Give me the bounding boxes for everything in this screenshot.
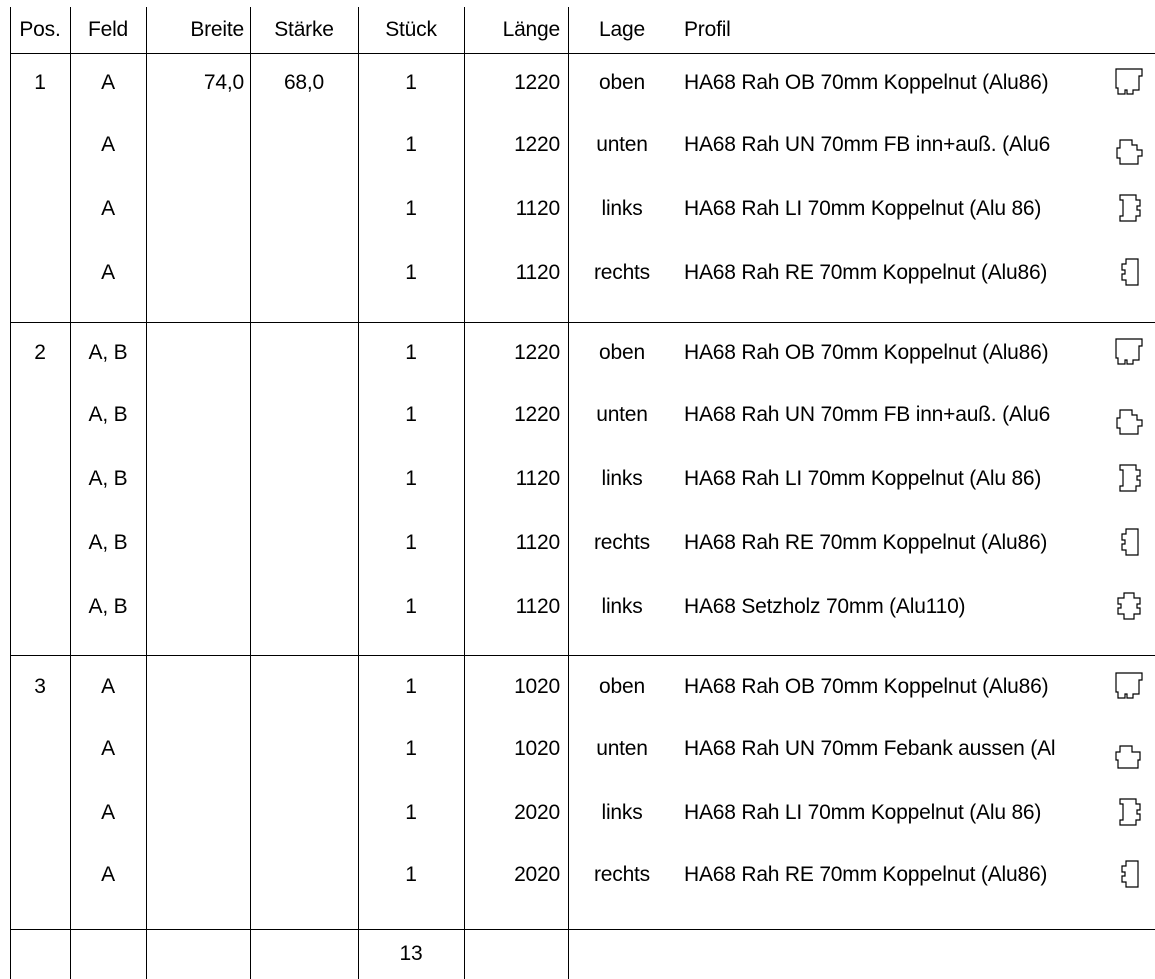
frame-left-profile-icon xyxy=(1112,192,1146,224)
frame-bottom-profile-icon xyxy=(1112,136,1146,168)
total-stueck: 13 xyxy=(399,942,423,965)
cell-lage: rechts xyxy=(594,863,650,886)
cell-profil: HA68 Rah LI 70mm Koppelnut (Alu 86) xyxy=(684,197,1042,220)
cell-feld: A xyxy=(101,197,115,220)
column-divider xyxy=(250,7,251,979)
cell-feld: A xyxy=(101,737,115,760)
cell-laenge: 1220 xyxy=(514,133,560,156)
cell-pos: 3 xyxy=(34,675,46,698)
column-divider xyxy=(146,7,147,979)
frame-bottom-sill-profile-icon xyxy=(1112,740,1146,772)
frame-top-profile-icon xyxy=(1112,66,1146,98)
frame-right-profile-icon xyxy=(1112,858,1146,890)
cell-profil: HA68 Rah UN 70mm FB inn+auß. (Alu6 xyxy=(684,403,1051,426)
cell-feld: A, B xyxy=(88,531,128,554)
cell-lage: oben xyxy=(599,675,645,698)
frame-bottom-profile-icon xyxy=(1112,406,1146,438)
row-divider xyxy=(10,655,1155,656)
cell-profil: HA68 Setzholz 70mm (Alu110) xyxy=(684,595,966,618)
cell-laenge: 1020 xyxy=(514,675,560,698)
cell-stueck: 1 xyxy=(405,737,417,760)
header-staerke: Stärke xyxy=(274,18,334,41)
cell-lage: links xyxy=(601,467,643,490)
cell-lage: rechts xyxy=(594,531,650,554)
cell-laenge: 2020 xyxy=(514,801,560,824)
cell-stueck: 1 xyxy=(405,675,417,698)
frame-right-profile-icon xyxy=(1112,256,1146,288)
cell-laenge: 1120 xyxy=(515,595,560,618)
frame-left-profile-icon xyxy=(1112,462,1146,494)
column-divider xyxy=(10,7,11,979)
frame-right-profile-icon xyxy=(1112,526,1146,558)
cell-feld: A, B xyxy=(88,467,128,490)
cell-lage: unten xyxy=(596,133,648,156)
cell-lage: rechts xyxy=(594,261,650,284)
cell-laenge: 1220 xyxy=(514,341,560,364)
cell-profil: HA68 Rah OB 70mm Koppelnut (Alu86) xyxy=(684,341,1049,364)
cell-laenge: 1120 xyxy=(515,531,560,554)
cell-stueck: 1 xyxy=(405,595,417,618)
header-feld: Feld xyxy=(87,18,129,41)
cell-laenge: 1120 xyxy=(515,197,560,220)
header-laenge: Länge xyxy=(502,18,560,41)
cell-feld: A, B xyxy=(88,595,128,618)
frame-top-profile-icon xyxy=(1112,670,1146,702)
cell-feld: A xyxy=(101,261,115,284)
cell-laenge: 1120 xyxy=(515,467,560,490)
cell-stueck: 1 xyxy=(405,467,417,490)
cell-profil: HA68 Rah RE 70mm Koppelnut (Alu86) xyxy=(684,531,1048,554)
cell-stueck: 1 xyxy=(405,197,417,220)
cell-laenge: 1220 xyxy=(514,403,560,426)
cell-stueck: 1 xyxy=(405,341,417,364)
cell-stueck: 1 xyxy=(405,133,417,156)
cell-staerke: 68,0 xyxy=(283,71,325,94)
cell-laenge: 1120 xyxy=(515,261,560,284)
header-lage: Lage xyxy=(599,18,645,41)
cell-profil: HA68 Rah LI 70mm Koppelnut (Alu 86) xyxy=(684,801,1042,824)
cell-profil: HA68 Rah RE 70mm Koppelnut (Alu86) xyxy=(684,863,1048,886)
cell-laenge: 1220 xyxy=(514,71,560,94)
cell-lage: unten xyxy=(596,403,648,426)
cell-lage: unten xyxy=(596,737,648,760)
cell-feld: A, B xyxy=(88,341,128,364)
row-divider xyxy=(10,322,1155,323)
mullion-profile-icon xyxy=(1112,590,1146,622)
cell-feld: A, B xyxy=(88,403,128,426)
cell-stueck: 1 xyxy=(405,71,417,94)
cell-pos: 1 xyxy=(34,71,46,94)
cell-pos: 2 xyxy=(34,341,46,364)
cell-lage: oben xyxy=(599,341,645,364)
frame-left-profile-icon xyxy=(1112,796,1146,828)
cell-laenge: 1020 xyxy=(514,737,560,760)
cell-stueck: 1 xyxy=(405,531,417,554)
cell-stueck: 1 xyxy=(405,403,417,426)
cell-lage: links xyxy=(601,595,643,618)
cell-feld: A xyxy=(101,801,115,824)
cell-profil: HA68 Rah UN 70mm FB inn+auß. (Alu6 xyxy=(684,133,1051,156)
header-breite: Breite xyxy=(190,18,244,41)
cell-stueck: 1 xyxy=(405,261,417,284)
cell-profil: HA68 Rah OB 70mm Koppelnut (Alu86) xyxy=(684,71,1049,94)
cell-feld: A xyxy=(101,675,115,698)
cell-profil: HA68 Rah OB 70mm Koppelnut (Alu86) xyxy=(684,675,1049,698)
cell-profil: HA68 Rah RE 70mm Koppelnut (Alu86) xyxy=(684,261,1048,284)
header-profil: Profil xyxy=(684,18,731,41)
cell-lage: links xyxy=(601,801,643,824)
cell-stueck: 1 xyxy=(405,801,417,824)
header-pos: Pos. xyxy=(19,18,61,41)
cell-breite: 74,0 xyxy=(203,71,244,94)
cell-stueck: 1 xyxy=(405,863,417,886)
header-stueck: Stück xyxy=(385,18,437,41)
cell-feld: A xyxy=(101,71,115,94)
cell-feld: A xyxy=(101,863,115,886)
cell-profil: HA68 Rah UN 70mm Febank aussen (Al xyxy=(684,737,1056,760)
cell-profil: HA68 Rah LI 70mm Koppelnut (Alu 86) xyxy=(684,467,1042,490)
frame-top-profile-icon xyxy=(1112,336,1146,368)
row-divider xyxy=(10,929,1155,930)
cell-lage: links xyxy=(601,197,643,220)
cell-lage: oben xyxy=(599,71,645,94)
cell-feld: A xyxy=(101,133,115,156)
cell-laenge: 2020 xyxy=(514,863,560,886)
